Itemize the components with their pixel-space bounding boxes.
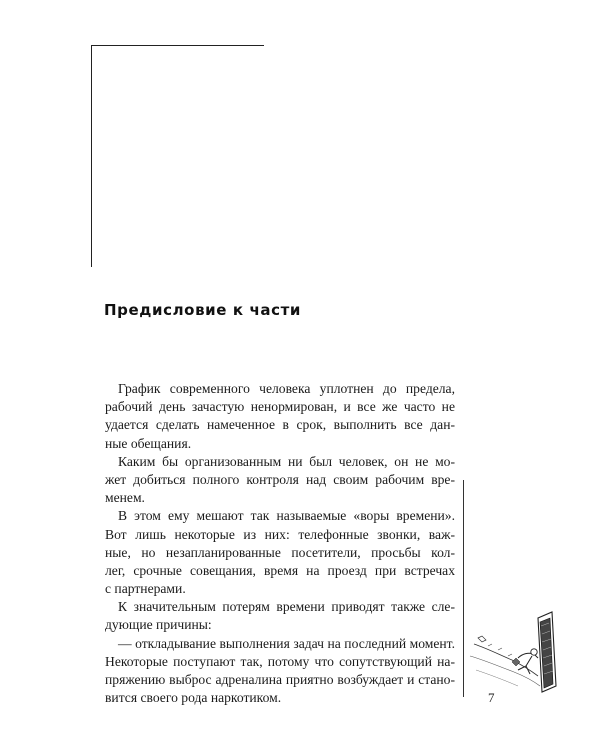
text-line: Вот лишь некоторые из них: телефонные звонки, важ- bbox=[105, 526, 455, 542]
text-line: ные, но незапланированные посетители, просьбы кол- bbox=[105, 544, 455, 560]
margin-rule bbox=[463, 480, 464, 697]
text-line: К значительным потерям времени приводят также сле- bbox=[118, 599, 455, 615]
body-text bbox=[105, 380, 455, 707]
section-heading: Предисловие к части bbox=[104, 301, 301, 319]
text-line: Каким бы организованным ни был человек, он не мо- bbox=[118, 453, 455, 469]
text-line: жет добиться полного контроля над своим рабочим вре- bbox=[105, 471, 455, 487]
text-line: лег, срочные совещания, время на проезд при встречах bbox=[105, 562, 455, 578]
text-line: с партнерами. bbox=[105, 581, 186, 597]
text-line: В этом ему мешают так называемые «воры времени». bbox=[118, 508, 455, 524]
corner-rule-left bbox=[91, 45, 92, 267]
paragraph bbox=[105, 453, 455, 508]
paragraph bbox=[105, 507, 455, 598]
paragraph bbox=[105, 635, 455, 708]
text-line: дующие причины: bbox=[105, 617, 212, 633]
text-line: ные обещания. bbox=[105, 435, 192, 451]
text-line: менем. bbox=[105, 490, 145, 506]
text-line: удается сделать намеченное в срок, выполнить все дан- bbox=[105, 417, 455, 433]
text-line: вится своего рода наркотиком. bbox=[105, 690, 282, 706]
text-line: — откладывание выполнения задач на последний момент. bbox=[118, 635, 455, 651]
paragraph bbox=[105, 598, 455, 634]
text-line: рабочий день зачастую ненормирован, и все же часто не bbox=[105, 399, 455, 415]
text-line: Некоторые поступают так, потому что сопутствующий на- bbox=[105, 653, 455, 669]
page-number: 7 bbox=[488, 690, 495, 705]
text-line: График современного человека уплотнен до предела, bbox=[118, 381, 455, 396]
hourglass-sketch-icon bbox=[468, 600, 572, 696]
text-line: пряжению выброс адреналина приятно возбуждает и стано- bbox=[105, 672, 455, 687]
corner-rule-top bbox=[91, 45, 264, 46]
paragraph bbox=[105, 380, 455, 453]
